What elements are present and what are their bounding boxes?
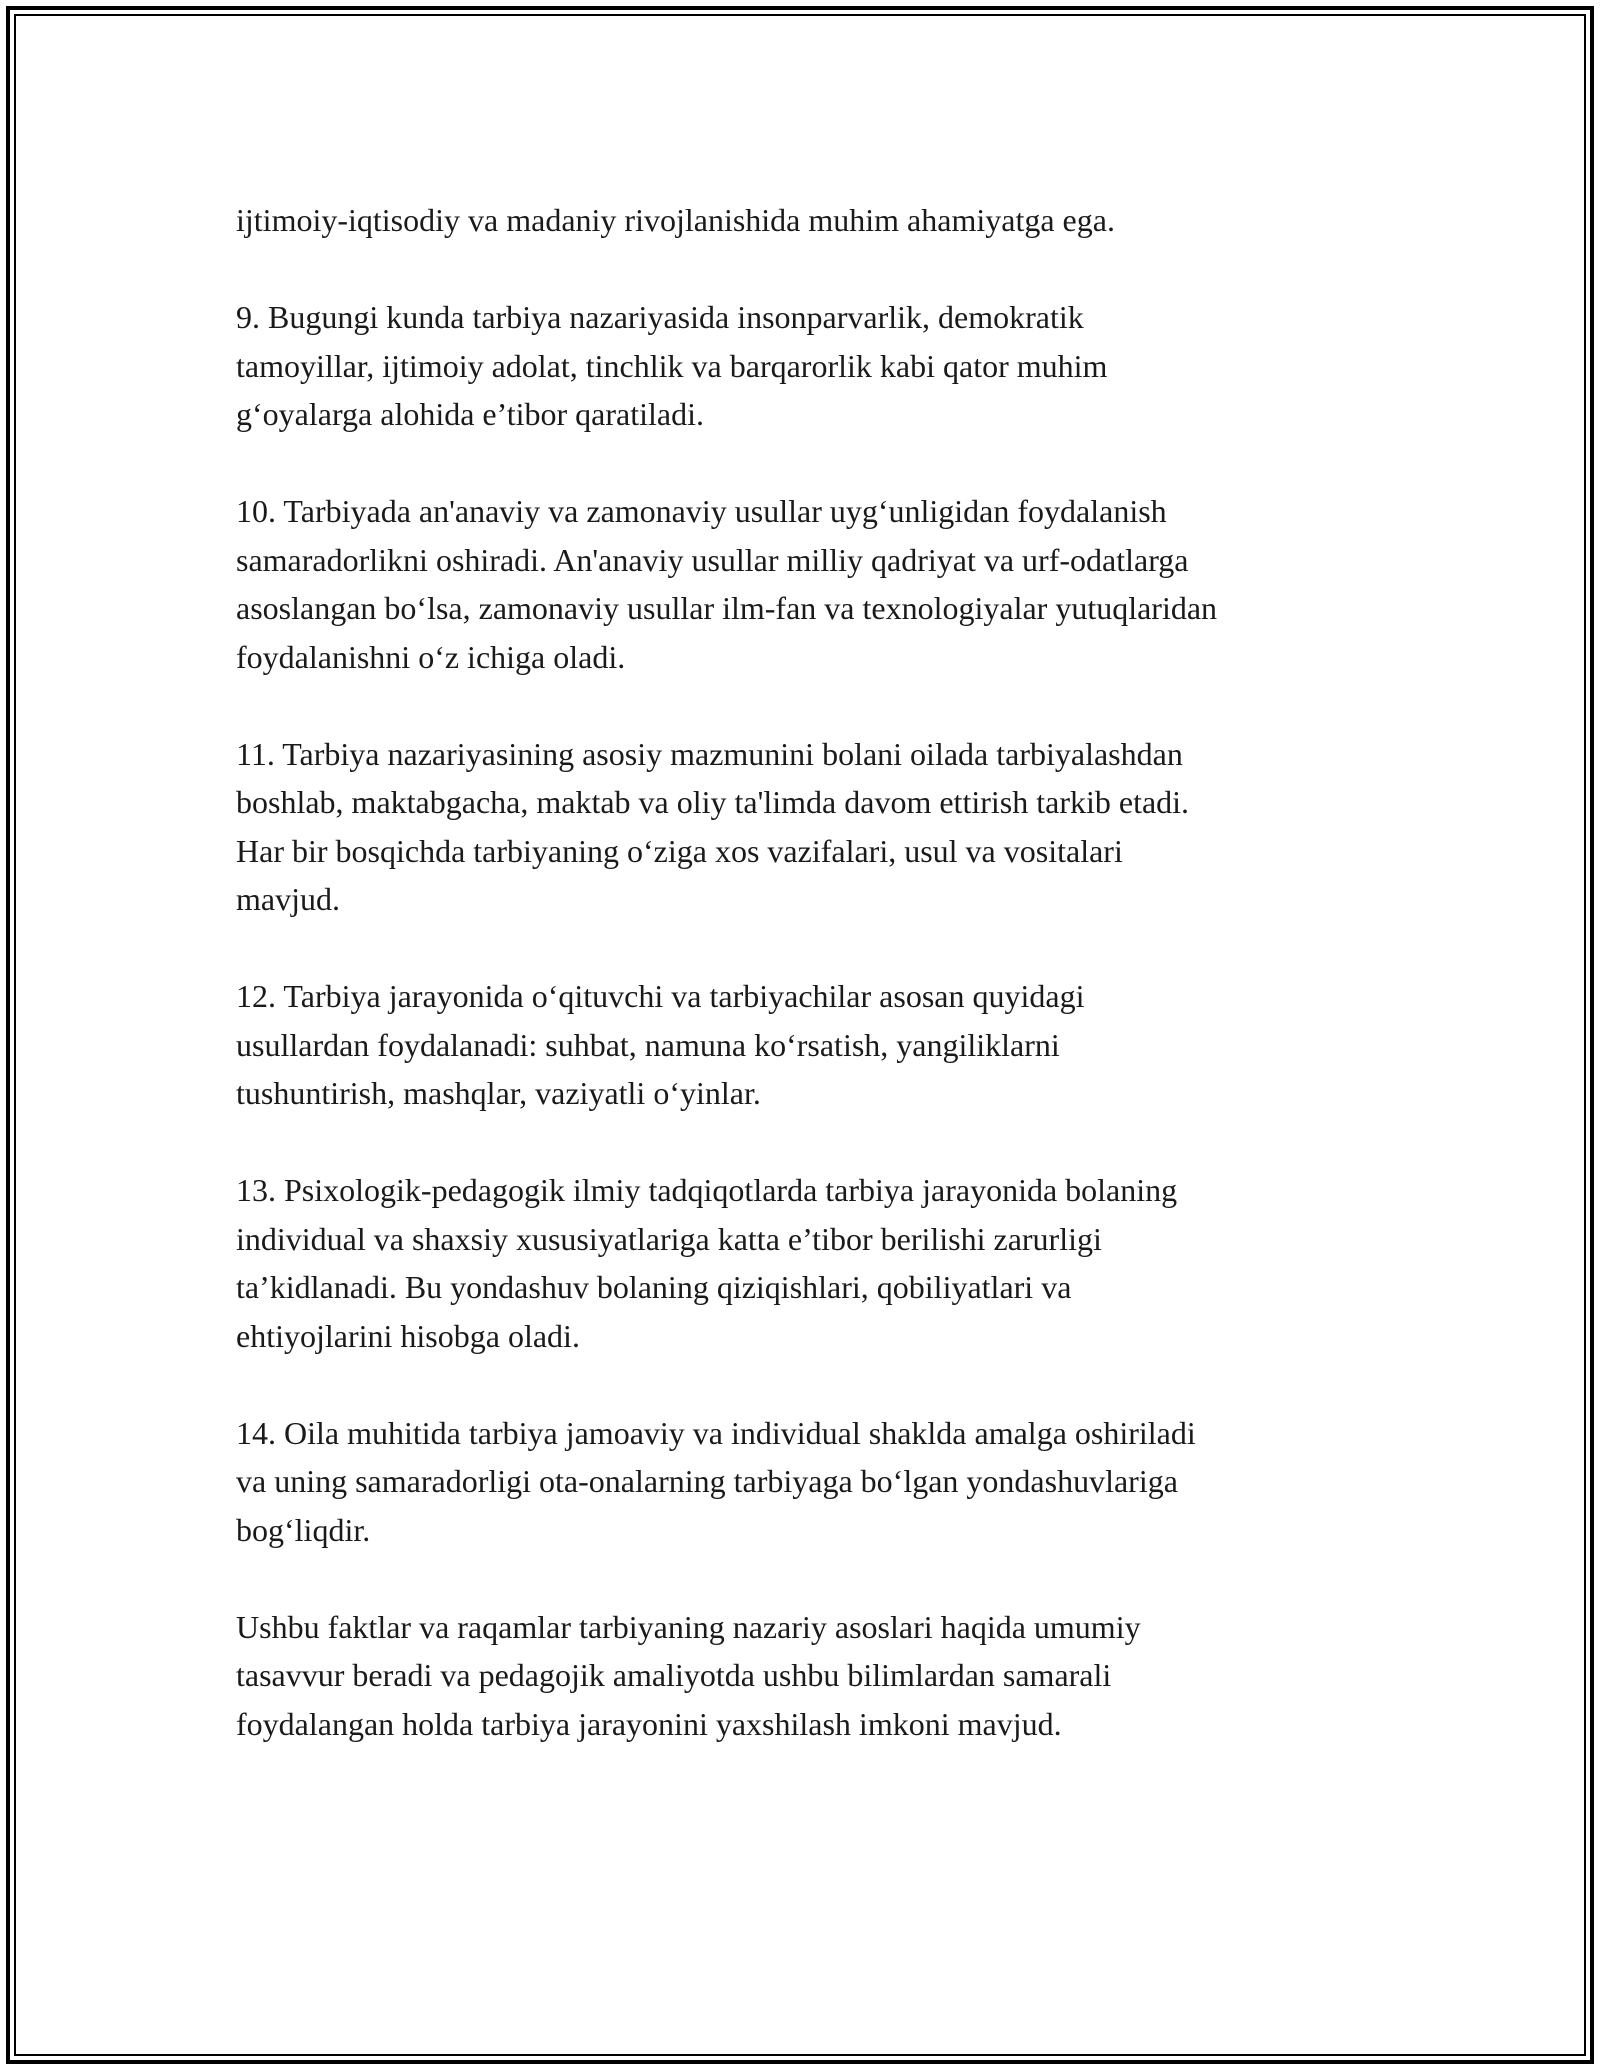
page-frame bbox=[6, 6, 1594, 2064]
paragraph-12: 12. Tarbiya jarayonida o‘qituvchi va tarbiyachilar asosan quyidagi usullardan foydalanadi: suhbat, namuna ko‘rsatish, yangiliklarni tushuntirish, mashqlar, vaziyatli o‘yinlar. bbox=[236, 978, 1085, 1111]
paragraph-14: 14. Oila muhitida tarbiya jamoaviy va individual shakldа amalga oshiriladi va uning samaradorligi ota-onalarning tarbiyaga bo‘lgan yondashuvlariga bog‘liqdir. bbox=[236, 1414, 1196, 1548]
paragraph-continuation: ijtimoiy-iqtisodiy va madaniy rivojlanishida muhim ahamiyatga ega. bbox=[236, 202, 1115, 238]
document-body bbox=[236, 196, 1396, 1748]
paragraph-conclusion: Ushbu faktlar va raqamlar tarbiyaning nazariy asoslari haqida umumiy tasavvur beradi va pedagojik amaliyotda ushbu bilimlardan samarali foydalangan holda tarbiya jarayonini yaxshilash imkoni mavjud. bbox=[236, 1608, 1141, 1742]
paragraph-10: 10. Tarbiyada an'anaviy va zamonaviy usullar uyg‘unligidan foydalanish samaradorlikni oshiradi. An'anaviy usullar milliy qadriyat va urf-odatlarga asoslangan bo‘lsa, zamonaviy usullar ilm-fan va texnologiyalar yutuqlaridan foydalanishni o‘z ichiga oladi. bbox=[236, 493, 1218, 675]
paragraph-11: 11. Tarbiya nazariyasining asosiy mazmunini bolani oilada tarbiyalashdan boshlab, maktabgacha, maktab va oliy ta'limda davom ettirish tarkib etadi. Har bir bosqichda tarbiyaning o‘ziga xos vazifalari, usul va vositalari mavjud. bbox=[236, 735, 1190, 917]
paragraph-9: 9. Bugungi kunda tarbiya nazariyasida insonparvarlik, demokratik tamoyillar, ijtimoiy adolat, tinchlik va barqarorlik kabi qator muhim g‘oyalarga alohida e’tibor qaratiladi. bbox=[236, 299, 1108, 432]
paragraph-13: 13. Psixologik-pedagogik ilmiy tadqiqotlarda tarbiya jarayonida bolaning individual va shaxsiy xususiyatlariga katta e’tibor berilishi zarurligi ta’kidlanadi. Bu yondashuv bolaning qiziqishlari, qobiliyatlari va ehtiyojlarini hisobga oladi. bbox=[236, 1172, 1178, 1354]
